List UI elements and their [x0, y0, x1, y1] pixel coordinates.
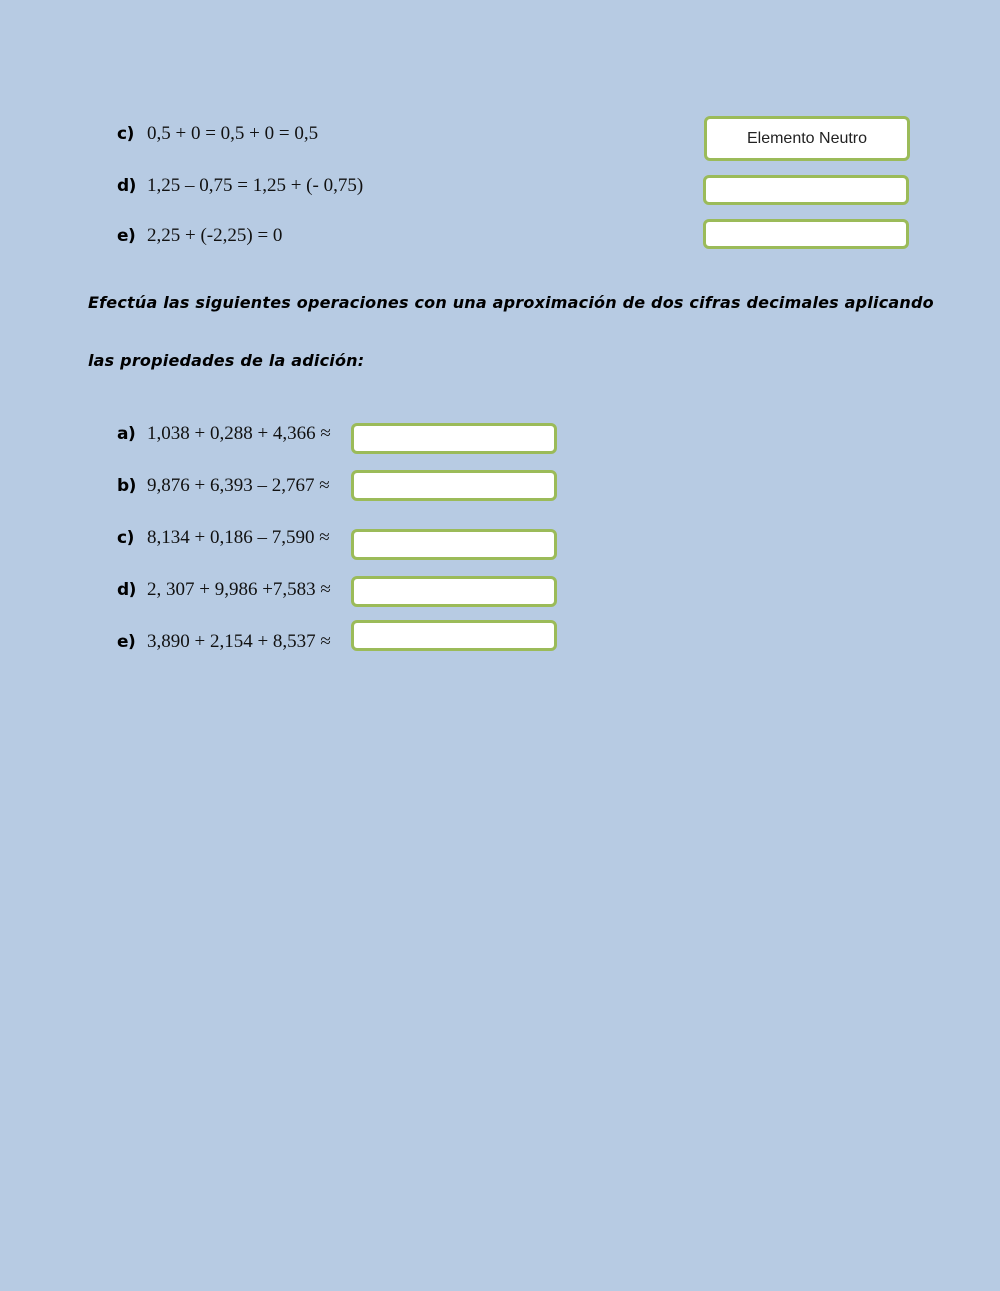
item-expression: 2,25 + (-2,25) = 0	[147, 225, 283, 246]
item-letter: a)	[117, 424, 136, 444]
item-expression: 8,134 + 0,186 – 7,590 ≈	[147, 527, 330, 548]
instruction-line-2: las propiedades de la adición:	[88, 351, 365, 370]
answer-box[interactable]	[351, 423, 557, 454]
item-letter: d)	[117, 580, 136, 600]
exercise-row	[117, 171, 363, 201]
exercise-row	[117, 471, 330, 501]
item-expression: 9,876 + 6,393 – 2,767 ≈	[147, 475, 330, 496]
exercise-row	[117, 419, 331, 449]
item-letter: c)	[117, 124, 134, 144]
item-expression: 0,5 + 0 = 0,5 + 0 = 0,5	[147, 123, 319, 144]
item-expression: 3,890 + 2,154 + 8,537 ≈	[147, 631, 331, 652]
item-letter: e)	[117, 226, 136, 246]
answer-box[interactable]	[351, 470, 557, 501]
item-letter: b)	[117, 476, 136, 496]
item-expression: 2, 307 + 9,986 +7,583 ≈	[147, 579, 331, 600]
instruction-line-1: Efectúa las siguientes operaciones con una aproximación de dos cifras decimales aplicando	[88, 293, 934, 312]
exercise-row	[117, 119, 318, 149]
item-letter: c)	[117, 528, 134, 548]
answer-box[interactable]	[703, 175, 909, 205]
answer-box[interactable]: Elemento Neutro	[704, 116, 910, 161]
exercise-row	[117, 575, 331, 605]
answer-box[interactable]	[351, 529, 557, 560]
answer-box[interactable]	[351, 576, 557, 607]
item-expression: 1,038 + 0,288 + 4,366 ≈	[147, 423, 331, 444]
item-letter: d)	[117, 176, 136, 196]
item-expression: 1,25 – 0,75 = 1,25 + (- 0,75)	[147, 175, 364, 196]
answer-box[interactable]	[351, 620, 557, 651]
item-letter: e)	[117, 632, 136, 652]
exercise-row	[117, 523, 330, 553]
exercise-row	[117, 627, 331, 657]
answer-box[interactable]	[703, 219, 909, 249]
exercise-row	[117, 221, 282, 251]
